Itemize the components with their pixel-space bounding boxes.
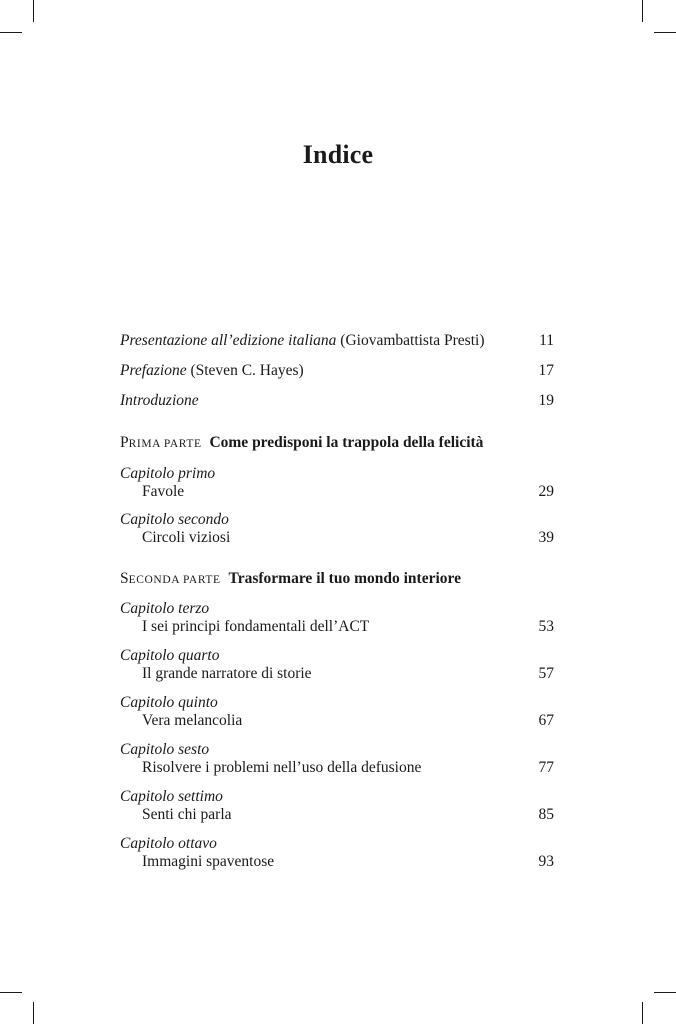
page-number: 19	[538, 392, 554, 409]
chapter-label: Capitolo quinto	[120, 694, 218, 711]
page-number: 29	[538, 483, 554, 500]
chapter-title: Il grande narratore di storie	[142, 665, 312, 682]
crop-mark-top-left-h	[0, 32, 22, 33]
crop-mark-bottom-left-h	[0, 992, 22, 993]
part-label-rest: RIMA PARTE	[128, 438, 202, 450]
chapter-entry	[120, 647, 554, 683]
chapter-entry	[120, 600, 554, 636]
chapter-entry	[120, 511, 554, 547]
toc-entry-presentazione	[120, 332, 554, 350]
chapter-title: Favole	[142, 483, 185, 500]
chapter-label: Capitolo settimo	[120, 788, 223, 805]
crop-mark-top-left	[33, 0, 34, 22]
chapter-entry	[120, 788, 554, 824]
part-label-initial: P	[120, 434, 129, 451]
page-number: 11	[539, 332, 554, 349]
toc-entry-introduzione	[120, 392, 554, 410]
crop-mark-bottom-right-h	[654, 992, 676, 993]
chapter-label: Capitolo sesto	[120, 741, 210, 758]
chapter-entry	[120, 694, 554, 730]
entry-title-italic: Presentazione all’edizione italiana	[120, 332, 337, 349]
part-title: Come predisponi la trappola della felicità	[209, 434, 484, 451]
crop-mark-bottom-right	[642, 1002, 643, 1024]
part-label-rest: ECONDA PARTE	[128, 574, 221, 586]
page-number: 77	[538, 759, 554, 776]
entry-title-italic: Prefazione	[120, 362, 187, 379]
chapter-label: Capitolo secondo	[120, 511, 229, 528]
part-title: Trasformare il tuo mondo interiore	[228, 570, 461, 587]
chapter-label: Capitolo terzo	[120, 600, 210, 617]
entry-title-italic: Introduzione	[120, 392, 199, 409]
crop-mark-top-right	[642, 0, 643, 22]
part-label-initial: S	[120, 570, 129, 587]
part-heading-2	[120, 570, 554, 589]
chapter-entry	[120, 465, 554, 501]
chapter-title: Immagini spaventose	[142, 853, 275, 870]
chapter-title: I sei principi fondamentali dell’ACT	[142, 618, 370, 635]
chapter-label: Capitolo quarto	[120, 647, 220, 664]
page-number: 85	[538, 806, 554, 823]
chapter-title: Vera melancolia	[142, 712, 243, 729]
chapter-entry	[120, 741, 554, 777]
page-title: Indice	[302, 140, 374, 169]
chapter-label: Capitolo primo	[120, 465, 216, 482]
page-number: 53	[538, 618, 554, 635]
crop-mark-top-right-h	[654, 32, 676, 33]
chapter-title: Risolvere i problemi nell’uso della defusione	[142, 759, 422, 776]
page-number: 93	[538, 853, 554, 870]
entry-author: (Steven C. Hayes)	[186, 362, 304, 379]
chapter-entry	[120, 835, 554, 871]
crop-mark-bottom-left	[33, 1002, 34, 1024]
page-number: 57	[538, 665, 554, 682]
page-number: 17	[538, 362, 554, 379]
chapter-title: Circoli viziosi	[142, 529, 231, 546]
page-number: 39	[538, 529, 554, 546]
entry-author: (Giovambattista Presti)	[336, 332, 485, 349]
chapter-title: Senti chi parla	[142, 806, 232, 823]
page-number: 67	[538, 712, 554, 729]
part-heading-1	[120, 434, 554, 453]
toc-entry-prefazione	[120, 362, 554, 380]
chapter-label: Capitolo ottavo	[120, 835, 217, 852]
